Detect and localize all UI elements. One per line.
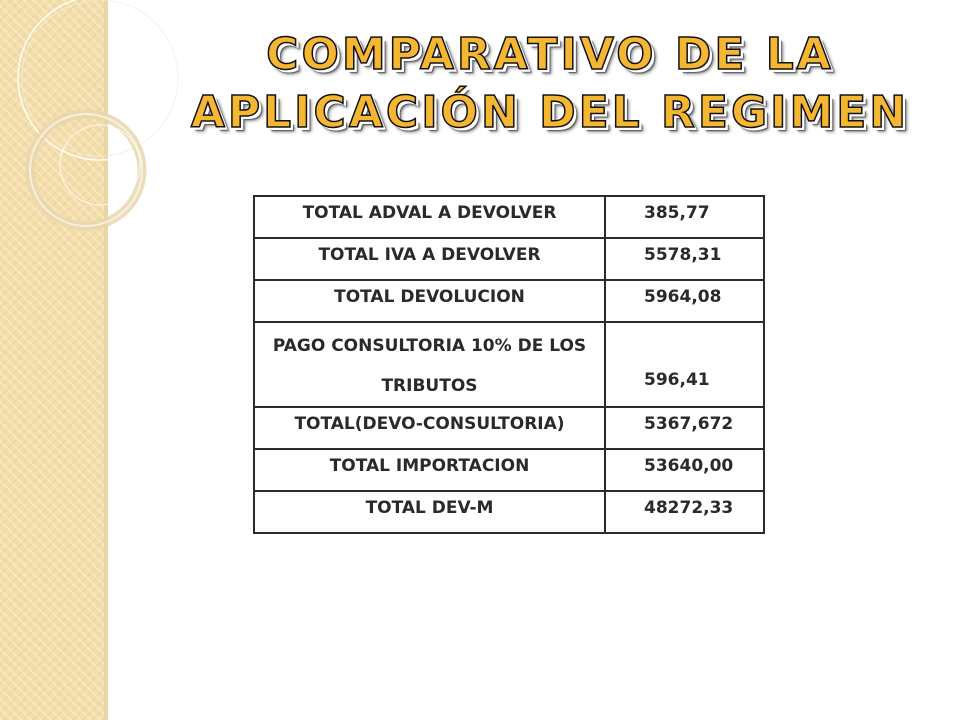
table-row: [254, 407, 764, 449]
row-label: TOTAL DEV-M: [254, 491, 605, 533]
row-label: TOTAL DEVOLUCION: [254, 280, 605, 322]
row-value: 5367,672: [605, 407, 764, 449]
row-value: 385,77: [605, 196, 764, 238]
title-line-2: APLICACIÓN DEL REGIMEN: [190, 87, 910, 138]
deco-circle-small: [60, 125, 140, 205]
title-line-1: COMPARATIVO DE LA: [266, 29, 834, 80]
table-row: [254, 196, 764, 238]
deco-ring-highlight: [30, 114, 142, 226]
row-label: [254, 322, 605, 407]
row-label-line-1: PAGO CONSULTORIA 10% DE LOS: [272, 336, 587, 356]
table-row: [254, 449, 764, 491]
comparison-table: [253, 195, 765, 534]
row-value: 53640,00: [605, 449, 764, 491]
table-row: [254, 280, 764, 322]
row-label: TOTAL IVA A DEVOLVER: [254, 238, 605, 280]
row-label-line-2: TRIBUTOS: [381, 376, 478, 396]
row-label: TOTAL(DEVO-CONSULTORIA): [254, 407, 605, 449]
row-value: 5964,08: [605, 280, 764, 322]
row-label: TOTAL ADVAL A DEVOLVER: [254, 196, 605, 238]
row-value: 5578,31: [605, 238, 764, 280]
row-value: 596,41: [605, 322, 764, 407]
slide-title: [160, 26, 940, 142]
table-row: [254, 491, 764, 533]
row-value: 48272,33: [605, 491, 764, 533]
table-row: [254, 322, 764, 407]
row-label: TOTAL IMPORTACION: [254, 449, 605, 491]
table-row: [254, 238, 764, 280]
